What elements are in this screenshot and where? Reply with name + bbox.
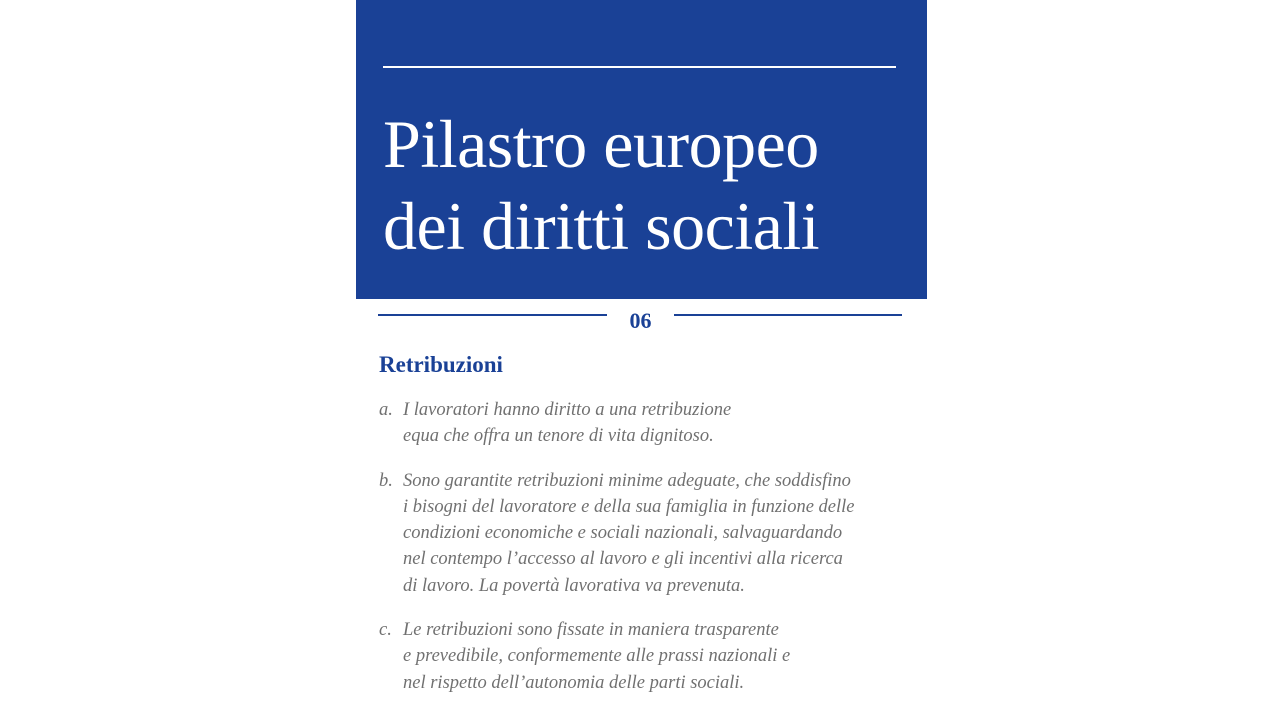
text-line: I lavoratori hanno diritto a una retribuzione [403, 400, 732, 420]
principle-list [379, 397, 859, 714]
list-item-text [403, 397, 859, 450]
list-item-letter: c. [379, 620, 392, 641]
text-line: nel rispetto dell’autonomia delle parti sociali. [403, 672, 745, 693]
page-title-line: Pilastro europeo [383, 106, 819, 182]
text-line: Le retribuzioni sono fissate in maniera trasparente [403, 620, 779, 641]
section-number-rule-left [378, 314, 607, 316]
text-line: di lavoro. La povertà lavorativa va prevenuta. [403, 575, 745, 596]
list-item-text [403, 617, 859, 696]
text-line: condizioni economiche e sociali nazionali, salvaguardando [403, 523, 843, 544]
page-title [383, 103, 923, 267]
text-line: nel contempo l’accesso al lavoro e gli incentivi alla ricerca [403, 549, 843, 570]
section-heading: Retribuzioni [379, 352, 503, 377]
text-line: equa che offra un tenore di vita dignitoso. [403, 426, 714, 447]
list-item-letter: a. [379, 400, 393, 420]
text-line: Sono garantite retribuzioni minime adeguate, che soddisfino [403, 470, 851, 491]
text-line: e prevedibile, conformemente alle prassi nazionali e [403, 646, 791, 667]
page-title-line: dei diritti sociali [383, 188, 820, 264]
section-number-rule-right [674, 314, 902, 316]
list-item-letter: b. [379, 470, 393, 491]
section-number: 06 [629, 308, 652, 333]
title-banner [356, 0, 927, 299]
list-item [379, 468, 859, 599]
list-item-text [403, 468, 859, 599]
list-item [379, 397, 859, 450]
banner-divider [383, 66, 896, 68]
list-item [379, 617, 859, 696]
text-line: i bisogni del lavoratore e della sua famiglia in funzione delle [403, 496, 855, 517]
